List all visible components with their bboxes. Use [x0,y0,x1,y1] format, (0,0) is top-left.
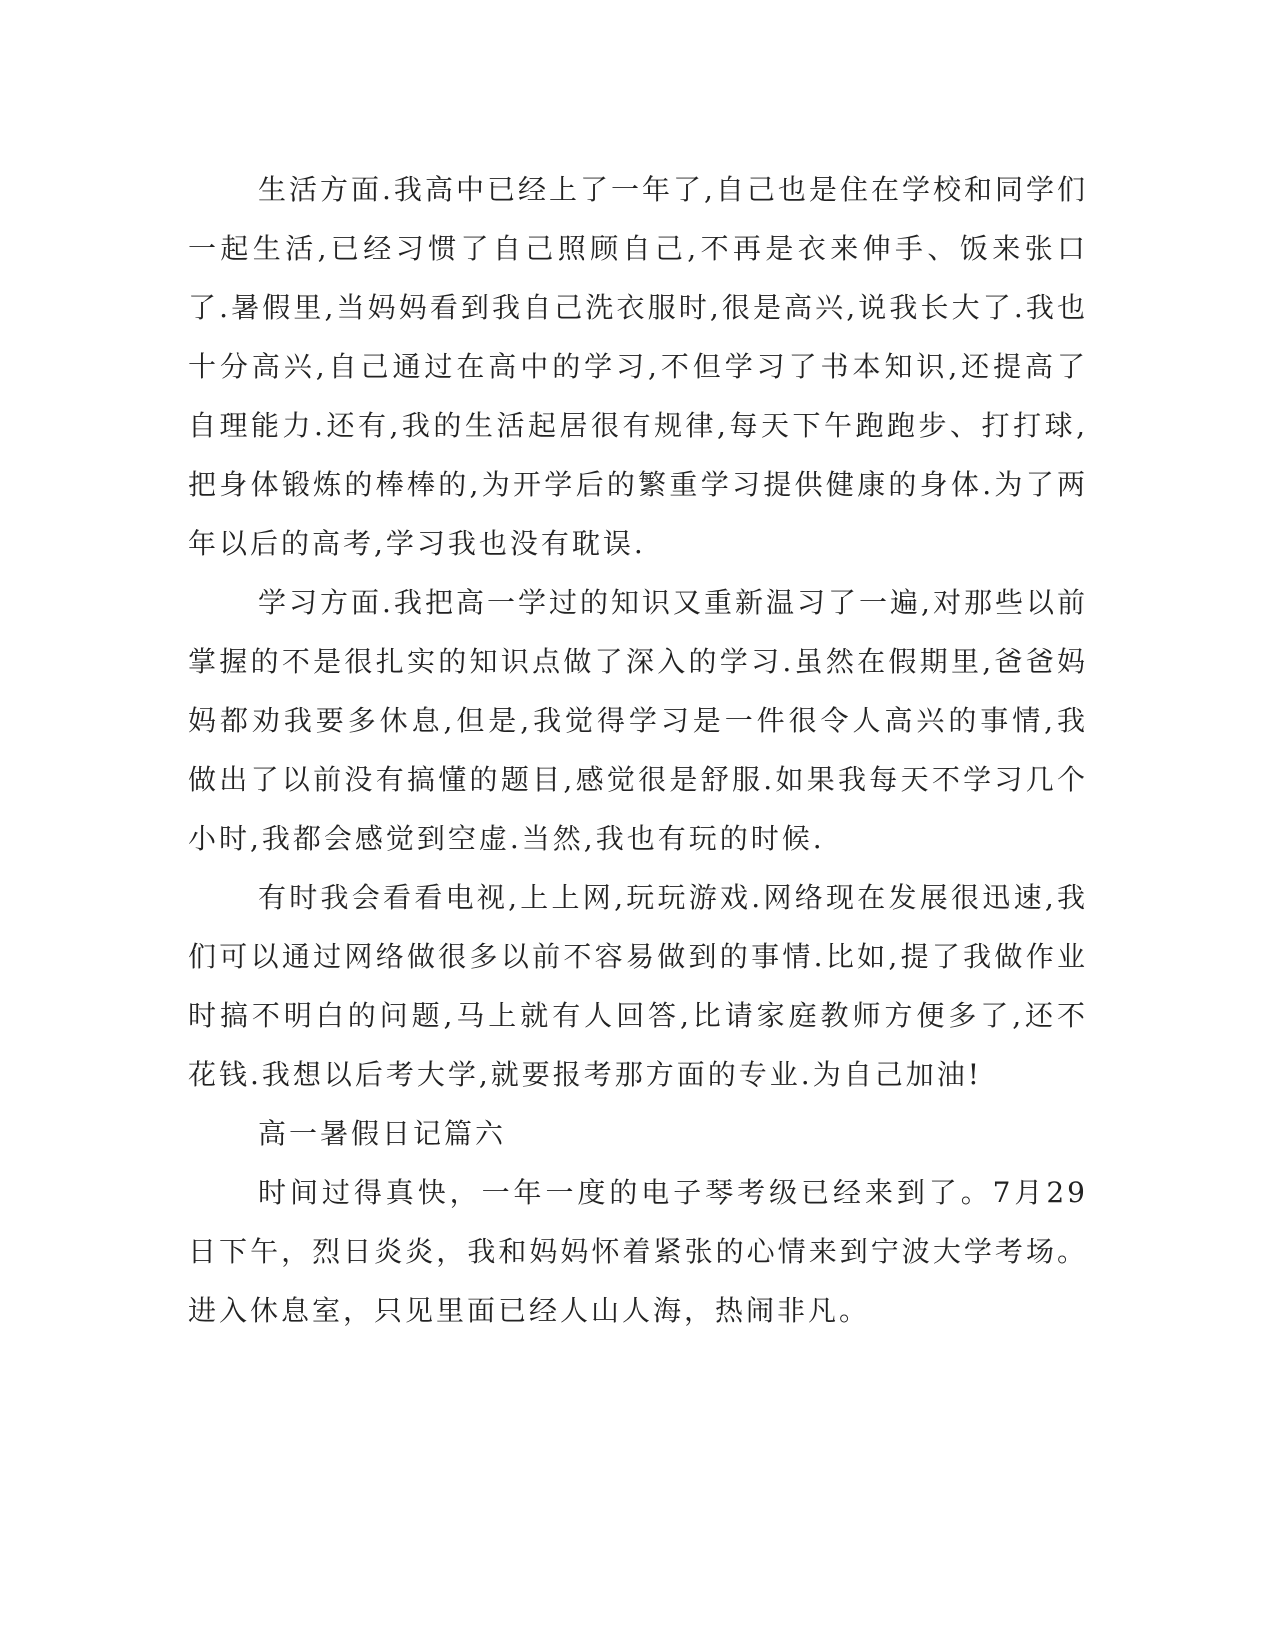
paragraph-exam: 时间过得真快，一年一度的电子琴考级已经来到了。7月29日下午，烈日炎炎，我和妈妈怀着紧张的心情来到宁波大学考场。进入休息室，只见里面已经人山人海，热闹非凡。 [188,1176,1088,1327]
document-body [188,160,1088,1340]
paragraph-study: 学习方面.我把高一学过的知识又重新温习了一遍,对那些以前掌握的不是很扎实的知识点做了深入的学习.虽然在假期里,爸爸妈妈都劝我要多休息,但是,我觉得学习是一件很令人高兴的事情,我做出了以前没有搞懂的题目,感觉很是舒服.如果我每天不学习几个小时,我都会感觉到空虚.当然,我也有玩的时候. [188,586,1088,855]
section-heading: 高一暑假日记篇六 [258,1117,507,1150]
paragraph-leisure: 有时我会看看电视,上上网,玩玩游戏.网络现在发展很迅速,我们可以通过网络做很多以前不容易做到的事情.比如,提了我做作业时搞不明白的问题,马上就有人回答,比请家庭教师方便多了,还不花钱.我想以后考大学,就要报考那方面的专业.为自己加油! [188,881,1088,1091]
paragraph-life: 生活方面.我高中已经上了一年了,自己也是住在学校和同学们一起生活,已经习惯了自己照顾自己,不再是衣来伸手、饭来张口了.暑假里,当妈妈看到我自己洗衣服时,很是高兴,说我长大了.我也十分高兴,自己通过在高中的学习,不但学习了书本知识,还提高了自理能力.还有,我的生活起居很有规律,每天下午跑跑步、打打球,把身体锻炼的棒棒的,为开学后的繁重学习提供健康的身体.为了两年以后的高考,学习我也没有耽误. [188,173,1088,560]
